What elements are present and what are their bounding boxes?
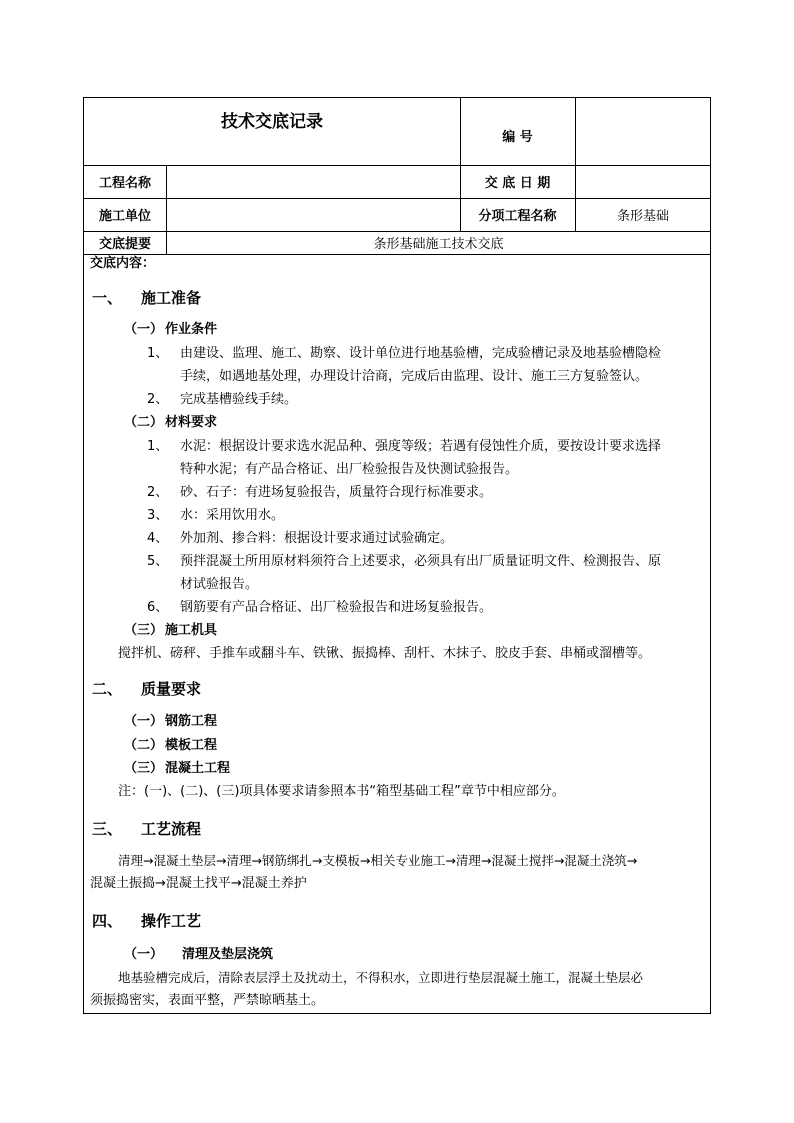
item-text: 水：采用饮用水。 xyxy=(180,508,285,523)
item-text: 砂、石子：有进场复验报告，质量符合现行标准要求。 xyxy=(180,485,493,500)
subsection-number: （一） xyxy=(124,714,164,729)
subsection-number: （三） xyxy=(124,761,164,776)
construction-unit-value[interactable] xyxy=(166,198,460,231)
section-2-number: 二、 xyxy=(92,680,123,698)
number-value[interactable] xyxy=(575,98,711,165)
project-name-value[interactable] xyxy=(166,165,460,198)
subsection-number: （二） xyxy=(124,415,164,430)
item-text-cont: 特种水泥；有产品合格证、出厂检验报告及快测试验报告。 xyxy=(180,462,519,477)
process-flow-text: 清理→混凝土垫层→清理→钢筋绑扎→支模板→相关专业施工→清理→混凝土搅拌→混凝土浇筑→ xyxy=(118,853,638,868)
subsection-title: 材料要求 xyxy=(165,415,218,430)
subsection-title: 混凝土工程 xyxy=(165,761,231,776)
item-number: 6、 xyxy=(147,600,169,615)
item-text: 完成基槽验线手续。 xyxy=(180,392,298,407)
document-title: 技术交底记录 xyxy=(221,111,323,132)
section-1-title: 施工准备 xyxy=(141,289,202,307)
project-name-label: 工程名称 xyxy=(98,176,151,191)
subsection-title: 施工机具 xyxy=(165,623,218,638)
item-number: 1、 xyxy=(147,439,169,454)
subsection-number: （三） xyxy=(124,623,164,638)
item-text: 水泥：根据设计要求选水泥品种、强度等级；若遇有侵蚀性介质，要按设计要求选择 xyxy=(180,439,662,454)
process-flow-text-cont: 混凝土振捣→混凝土找平→混凝土养护 xyxy=(90,876,307,891)
item-number: 2、 xyxy=(147,392,169,407)
operation-text: 地基验槽完成后，清除表层浮土及扰动土，不得积水，立即进行垫层混凝土施工，混凝土垫层必 xyxy=(118,970,644,985)
item-text: 由建设、监理、施工、勘察、设计单位进行地基验槽，完成验槽记录及地基验槽隐检 xyxy=(180,346,662,361)
date-value[interactable] xyxy=(575,165,711,198)
subsection-number: （二） xyxy=(124,738,164,753)
item-text: 外加剂、掺合料：根据设计要求通过试验确定。 xyxy=(180,531,454,546)
technical-disclosure-record xyxy=(83,97,711,1014)
subproject-name-label: 分项工程名称 xyxy=(478,209,557,224)
section-4-title: 操作工艺 xyxy=(141,912,202,930)
item-text-cont: 材试验报告。 xyxy=(180,577,259,592)
section-1-number: 一、 xyxy=(92,289,123,307)
subsection-number: （一） xyxy=(124,947,164,962)
construction-unit-label: 施工单位 xyxy=(98,209,151,224)
section-2-title: 质量要求 xyxy=(141,680,202,698)
operation-text-cont: 须振捣密实，表面平整，严禁晾晒基土。 xyxy=(90,993,325,1008)
item-text: 钢筋要有产品合格证、出厂检验报告和进场复验报告。 xyxy=(180,600,493,615)
item-number: 5、 xyxy=(147,554,169,569)
disclosure-content xyxy=(84,255,710,1013)
subsection-number: （一） xyxy=(124,322,164,337)
item-number: 2、 xyxy=(147,485,169,500)
content-label: 交底内容： xyxy=(90,256,156,271)
summary-label: 交底提要 xyxy=(98,237,151,252)
item-number: 3、 xyxy=(147,508,169,523)
subsection-title: 清理及垫层浇筑 xyxy=(182,947,274,962)
number-label: 编 号 xyxy=(502,130,533,145)
date-label: 交 底 日 期 xyxy=(484,176,551,191)
tools-text: 搅拌机、磅秤、手推车或翻斗车、铁锹、振捣棒、刮杆、木抹子、胶皮手套、串桶或溜槽等。 xyxy=(118,646,652,661)
summary-value: 条形基础施工技术交底 xyxy=(373,237,504,252)
section-4-number: 四、 xyxy=(92,912,123,930)
subsection-title: 钢筋工程 xyxy=(165,714,218,729)
item-text-cont: 手续，如遇地基处理，办理设计洽商，完成后由监理、设计、施工三方复验签认。 xyxy=(180,369,649,384)
section-3-number: 三、 xyxy=(92,820,123,838)
item-number: 4、 xyxy=(147,531,169,546)
subsection-title: 模板工程 xyxy=(165,738,218,753)
subproject-name-value: 条形基础 xyxy=(616,209,669,224)
section-3-title: 工艺流程 xyxy=(141,820,202,838)
subsection-title: 作业条件 xyxy=(165,322,218,337)
quality-note: 注：(一)、(二)、(三)项具体要求请参照本书“箱型基础工程”章节中相应部分。 xyxy=(118,784,565,799)
item-number: 1、 xyxy=(147,346,169,361)
item-text: 预拌混凝土所用原材料须符合上述要求，必须具有出厂质量证明文件、检测报告、原 xyxy=(180,554,662,569)
